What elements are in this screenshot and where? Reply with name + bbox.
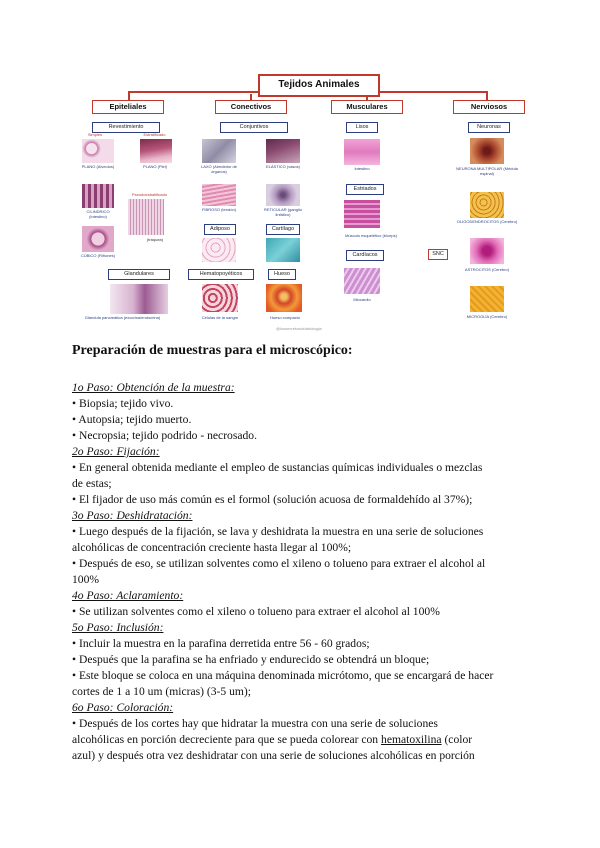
sub-cardiacos: Cardíacos — [346, 250, 384, 261]
tissue-image-adiposo — [202, 238, 236, 262]
category-epiteliales: Epiteliales — [92, 100, 164, 114]
category-musculares: Musculares — [331, 100, 403, 114]
watermark: @lossecretosdelabiologia — [276, 326, 322, 331]
sub-hueso: Hueso — [268, 269, 296, 280]
label-reticular: RETICULAR (ganglio linfático) — [263, 207, 302, 217]
tissue-image-elastico — [266, 139, 300, 163]
tissue-image-plano-estratificado — [140, 139, 172, 163]
sub-snc: SNC — [428, 249, 448, 260]
step4-title: 4o Paso: Aclaramiento: — [72, 589, 184, 602]
step6-item-line — [72, 732, 542, 748]
step5-item-line: cortes de 1 a 10 um (micras) (3-5 um); — [72, 685, 252, 698]
step1-item: • Necropsia; tejido podrido - necrosado. — [72, 429, 257, 442]
tissue-image-neurona — [470, 138, 504, 164]
tissue-image-cilindrico — [82, 184, 114, 208]
tissue-image-oligodendrocitos — [470, 192, 504, 218]
step6-text: alcohólicas en porción decreciente para que se pueda colorear con — [72, 733, 382, 746]
label-hueso: Hueso compacto — [269, 315, 300, 320]
step3-item-line: • Después de eso, se utilizan solventes como el xileno o tolueno para extraer el alcohol al — [72, 557, 486, 570]
category-nerviosos: Nerviosos — [453, 100, 525, 114]
connector-line — [128, 91, 259, 93]
label-cardiacos: Miocardio — [353, 297, 371, 302]
step4-item: • Se utilizan solventes como el xileno o tolueno para extraer el alcohol al 100% — [72, 605, 440, 618]
sub-neuronas: Neuronas — [468, 122, 510, 133]
sub-adiposo: Adiposo — [204, 224, 236, 235]
sub-glandulares: Glandulares — [108, 269, 170, 280]
step5-item-line: • Este bloque se coloca en una máquina denominada micrótomo, que se encargará de hacer — [72, 669, 494, 682]
label-neurona: NEURONA MULTIPOLAR (Médula espinal) — [456, 166, 518, 176]
step3-item-line: • Luego después de la fijación, se lava y deshidrata la muestra en una serie de soluciones — [72, 525, 484, 538]
label-traquea: (tráquea) — [146, 237, 164, 242]
sub-estriados: Estriados — [346, 184, 384, 195]
tissue-image-glandula — [110, 284, 168, 314]
label-cilindrico: CILINDRICO (Intestino) — [86, 209, 110, 219]
step2-item-line: de estas; — [72, 477, 112, 490]
sub-cartilago: Cartílago — [266, 224, 300, 235]
tissue-image-laxo — [202, 139, 236, 163]
label-pseudoestratificado: Pseudoestratificado — [131, 192, 168, 197]
step3-title: 3o Paso: Deshidratación: — [72, 509, 193, 522]
label-estriados: Músculo esquelético (bíceps) — [345, 233, 397, 238]
diagram-title: Tejidos Animales — [258, 74, 380, 97]
label-microglia: MICROGLÍA (Cerebro) — [466, 314, 508, 319]
tissue-image-lisos — [344, 139, 380, 165]
label-elastico: ELÁSTICO (vasos) — [265, 164, 300, 169]
sub-hematopoyeticos: Hematopoyéticos — [188, 269, 254, 280]
tissue-image-pseudoestratificado — [128, 199, 164, 235]
tissue-image-reticular — [266, 184, 300, 206]
label-oligodendrocitos: OLIGODENDROCITOS (Cerebro) — [456, 219, 518, 224]
step3-item-line: 100% — [72, 573, 100, 586]
tissue-image-sangre — [202, 284, 238, 312]
step6-title: 6o Paso: Coloración: — [72, 701, 174, 714]
step5-title: 5o Paso: Inclusión: — [72, 621, 164, 634]
tissue-image-astrocitos — [470, 238, 504, 264]
hematoxilina-link[interactable]: hematoxilina — [381, 733, 442, 746]
tissue-image-cardiacos — [344, 268, 380, 294]
label-glandula: Glándula pancreática (exocrina/endocrina) — [84, 315, 161, 320]
label-laxo: LAXO (Alrededor de órganos) — [200, 164, 238, 174]
label-estratificado: Estratificado — [143, 132, 166, 137]
connector-line — [376, 91, 488, 93]
step3-item-line: alcohólicas de concentración creciente hasta llegar al 100%; — [72, 541, 352, 554]
label-fibroso: FIBROSO (tendón) — [201, 207, 236, 212]
step5-item: • Después que la parafina se ha enfriado y endurecido se obtendrá un bloque; — [72, 653, 430, 666]
step1-item: • Autopsia; tejido muerto. — [72, 413, 192, 426]
tissue-image-plano-simple — [82, 139, 114, 163]
tissue-image-microglia — [470, 286, 504, 312]
label-plano-simple: PLANO (Alveolos) — [81, 164, 115, 169]
label-simples: Simples — [87, 132, 103, 137]
section-heading: Preparación de muestras para el microscópico: — [72, 343, 353, 358]
text-body — [72, 342, 542, 764]
label-cubico: CÚBICO (Riñones) — [80, 253, 115, 258]
sub-conjuntivos: Conjuntivos — [220, 122, 288, 133]
step2-item: • El fijador de uso más común es el formol (solución acuosa de formaldehído al 37%); — [72, 493, 473, 506]
step1-item: • Biopsia; tejido vivo. — [72, 397, 174, 410]
label-sangre: Células de la sangre — [201, 315, 239, 320]
tissue-diagram — [70, 66, 525, 336]
sub-revestimiento: Revestimiento — [92, 122, 160, 133]
label-lisos: Intestino — [354, 166, 370, 171]
step6-item-line: • Después de los cortes hay que hidratar la muestra con una serie de soluciones — [72, 717, 438, 730]
step2-title: 2o Paso: Fijación: — [72, 445, 160, 458]
tissue-image-cubico — [82, 226, 114, 252]
step1-title: 1o Paso: Obtención de la muestra: — [72, 381, 235, 394]
tissue-image-hueso — [266, 284, 302, 312]
tissue-image-estriados — [344, 200, 380, 228]
tissue-image-fibroso — [202, 184, 236, 206]
sub-lisos: Lisos — [346, 122, 378, 133]
step6-text: (color — [441, 733, 473, 746]
tissue-image-cartilago — [266, 238, 300, 262]
step6-item-line: azul) y después otra vez deshidratar con una serie de soluciones alcohólicas en porción — [72, 749, 475, 762]
step2-item-line: • En general obtenida mediante el empleo de sustancias químicas individuales o mezclas — [72, 461, 483, 474]
label-plano-estratificado: PLANO (Piel) — [142, 164, 167, 169]
label-astrocitos: ASTROCITOS (Cerebro) — [464, 267, 510, 272]
step5-item: • Incluir la muestra en la parafina derretida entre 56 - 60 grados; — [72, 637, 370, 650]
category-conectivos: Conectivos — [215, 100, 287, 114]
